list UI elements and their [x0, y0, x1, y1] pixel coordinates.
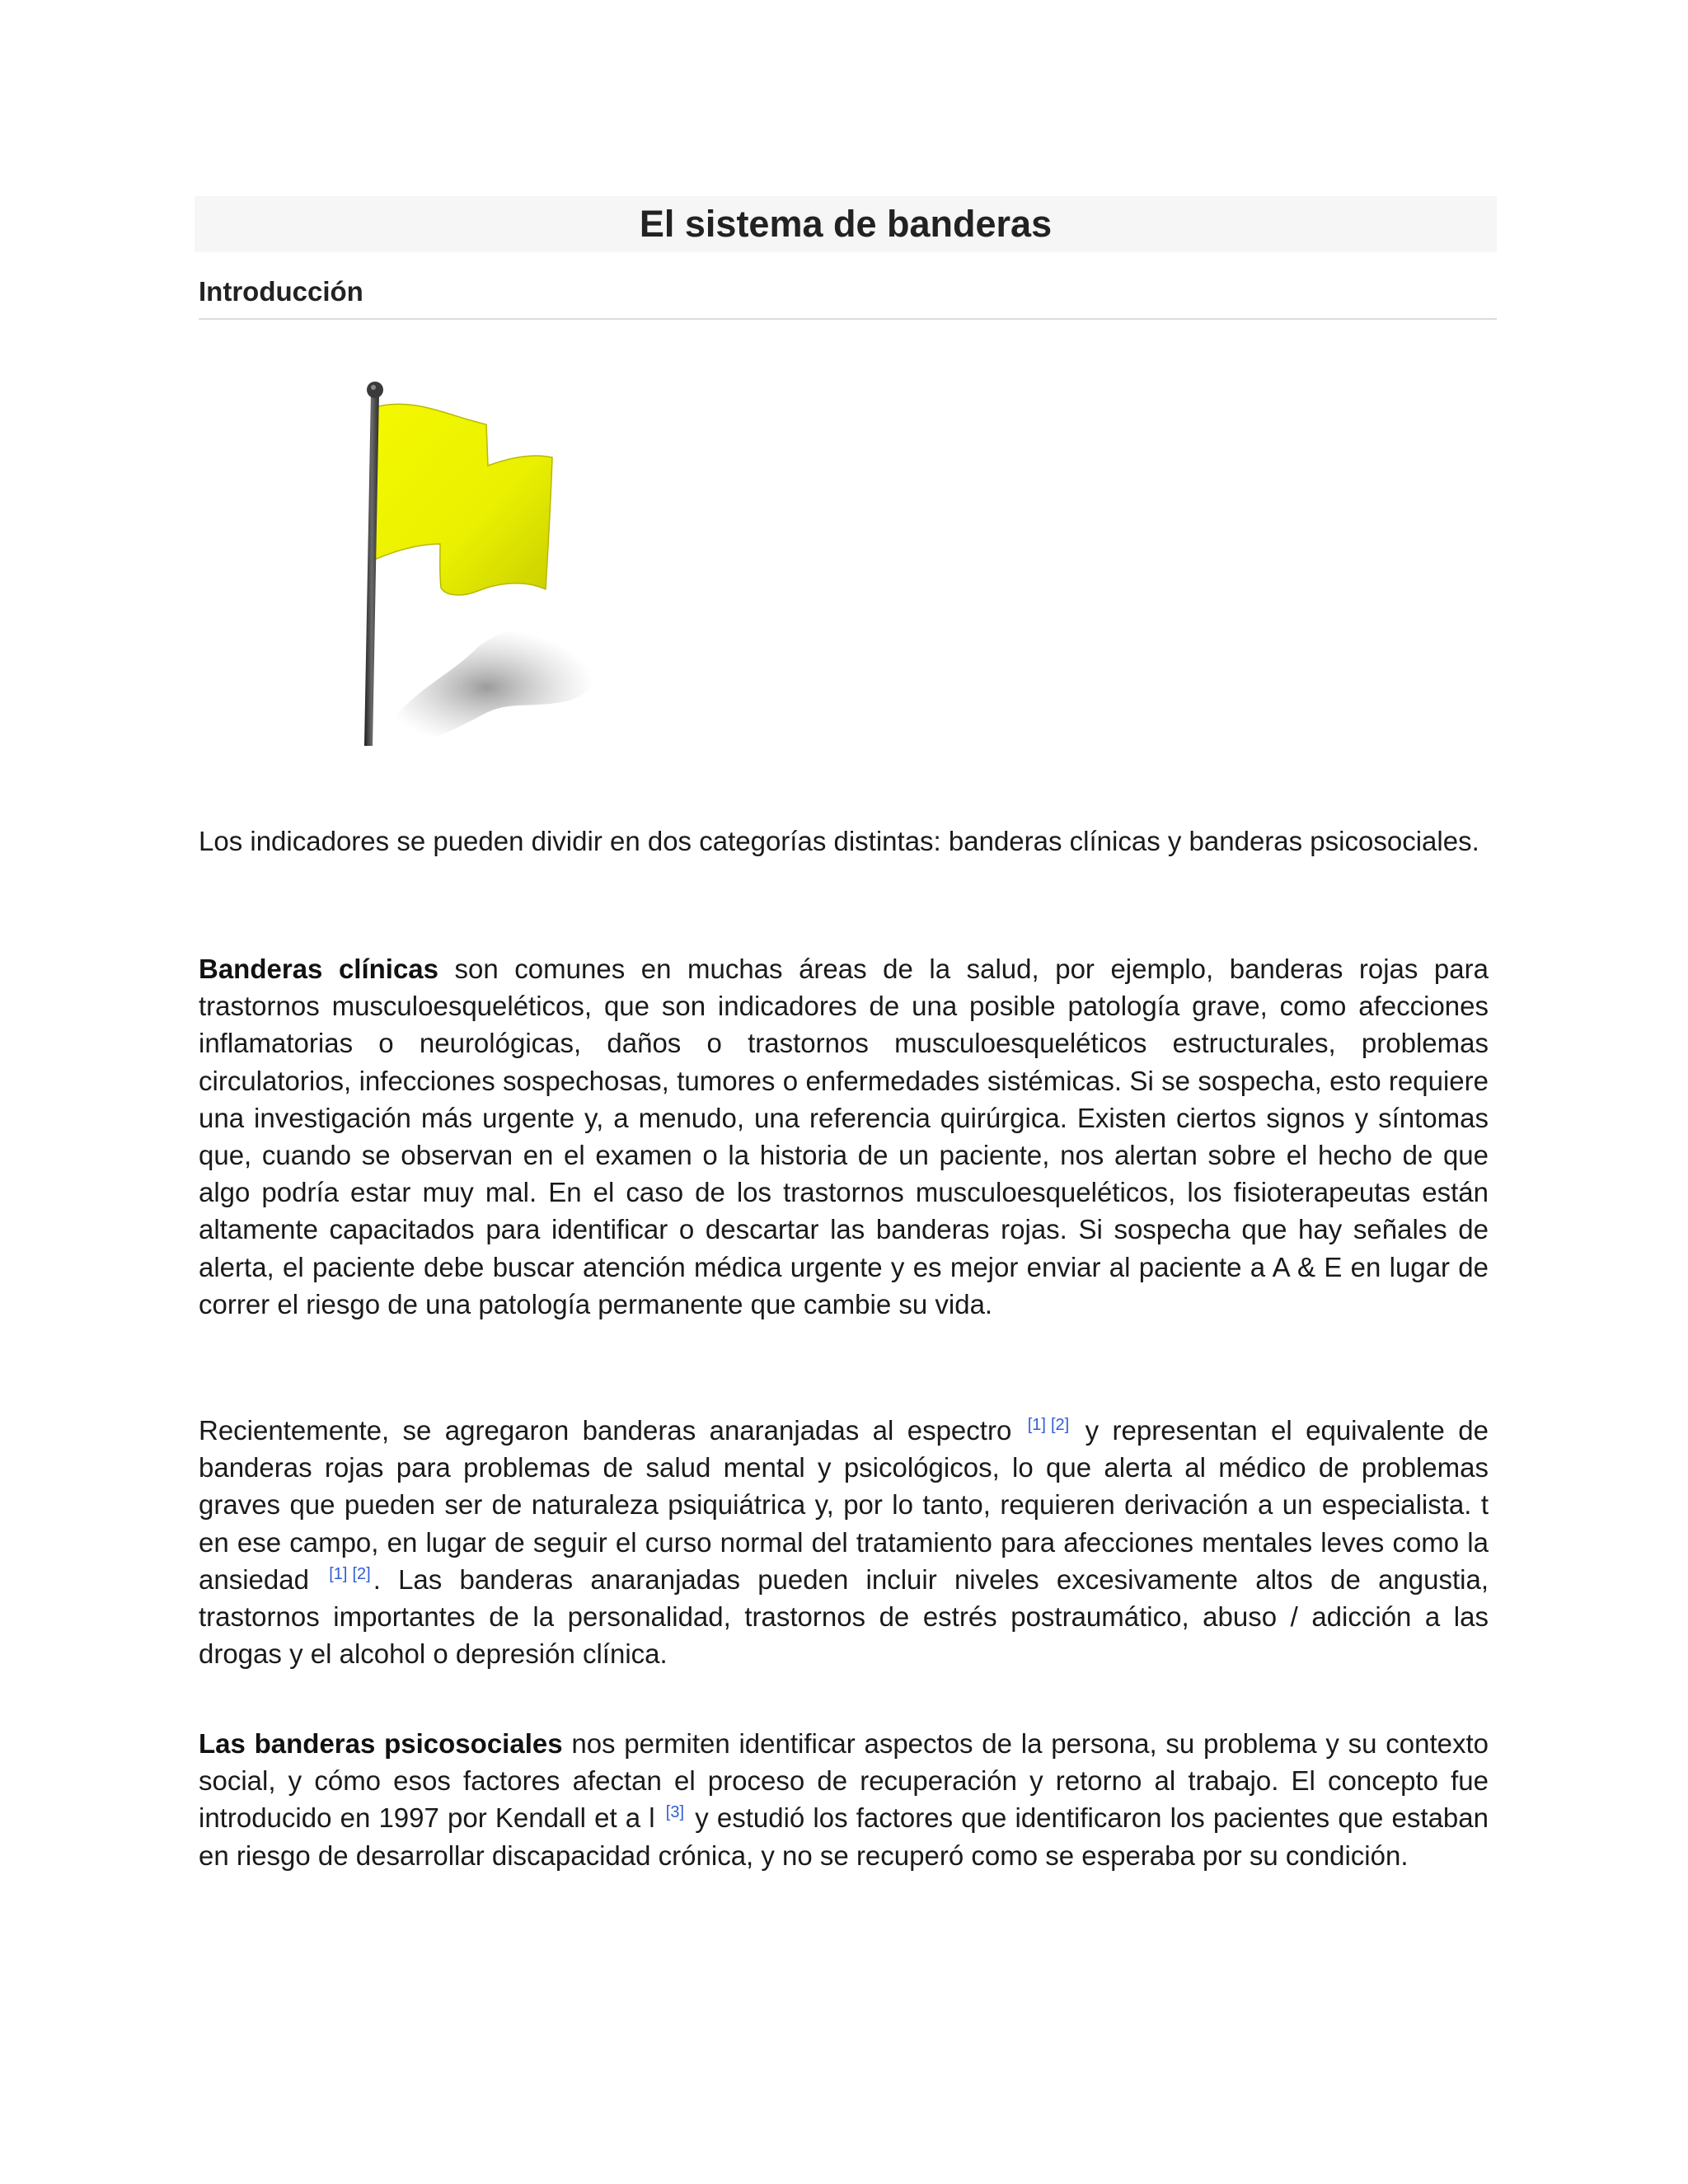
reference-link[interactable]: [1] — [1027, 1416, 1046, 1434]
reference-link[interactable]: [2] — [1050, 1416, 1070, 1434]
page-title: El sistema de banderas — [639, 203, 1053, 245]
title-band — [195, 196, 1497, 252]
yellow-flag-icon — [354, 375, 635, 771]
reference-link[interactable]: [1] — [329, 1564, 348, 1583]
intro-text: Los indicadores se pueden dividir en dos categorías distintas: banderas clínicas y banderas psicosociales. — [199, 826, 1479, 856]
reference-link[interactable]: [2] — [352, 1564, 371, 1583]
psychosocial-flags-paragraph — [199, 1725, 1489, 1874]
psychosocial-flags-text-b: y estudió los factores que identificaron los pacientes que estaban en riesgo de desarrollar discapacidad crónica, y no se recuperó como se esperaba por su condición. — [199, 1802, 1489, 1871]
psychosocial-flags-term: Las banderas psicosociales — [199, 1728, 563, 1759]
orange-flags-text-c: . Las banderas anaranjadas pueden incluir niveles excesivamente altos de angustia, trastornos importantes de la personalidad, trastornos de estrés postraumático, abuso / adicción a las drogas y el alcohol o depresión clínica. — [199, 1563, 1489, 1670]
clinical-flags-paragraph — [199, 950, 1489, 1323]
orange-flags-paragraph — [199, 1412, 1489, 1672]
psychosocial-flags-text-a: nos permiten identificar aspectos de la persona, su problema y su contexto social, y cómo esos factores afectan el proceso de recuperación y retorno al trabajo. El concepto fue introducido en 1997 por Kendall et a l — [199, 1728, 1489, 1834]
clinical-flags-text: son comunes en muchas áreas de la salud, por ejemplo, banderas rojas para trastornos musculoesqueléticos, que son indicadores de una posible patología grave, como afecciones inflamatorias o neurológicas, daños o trastornos musculoesqueléticos estructurales, problemas circulatorios, infecciones sospechosas, tumores o enfermedades sistémicas. Si se sospecha, esto requiere una investigación más urgente y, a menudo, una referencia quirúrgica. Existen ciertos signos y síntomas que, cuando se observan en el examen o la historia de un paciente, nos alertan sobre el hecho de que algo podría estar muy mal. En el caso de los trastornos musculoesqueléticos, los fisioterapeutas están altamente capacitados para identificar o descartar las banderas rojas. Si sospecha que hay señales de alerta, el paciente debe buscar atención médica urgente y es mejor enviar al paciente a A & E en lugar de correr el riesgo de una patología permanente que cambie su vida. — [199, 954, 1489, 1319]
intro-paragraph — [199, 823, 1489, 860]
reference-link[interactable]: [3] — [665, 1803, 685, 1822]
orange-flags-text-a: Recientemente, se agregaron banderas anaranjadas al espectro — [199, 1415, 1012, 1446]
clinical-flags-term: Banderas clínicas — [199, 954, 439, 984]
orange-flags-text-b: y representan el equivalente de banderas rojas para problemas de salud mental y psicológicos, lo que alerta al médico de problemas graves que pueden ser de naturaleza psiquiátrica y, por lo tanto, requieren derivación a un especialista. t en ese campo, en lugar de seguir el curso normal del tratamiento para afecciones mentales leves como la ansiedad — [199, 1415, 1489, 1595]
section-heading: Introducción — [199, 274, 1497, 320]
